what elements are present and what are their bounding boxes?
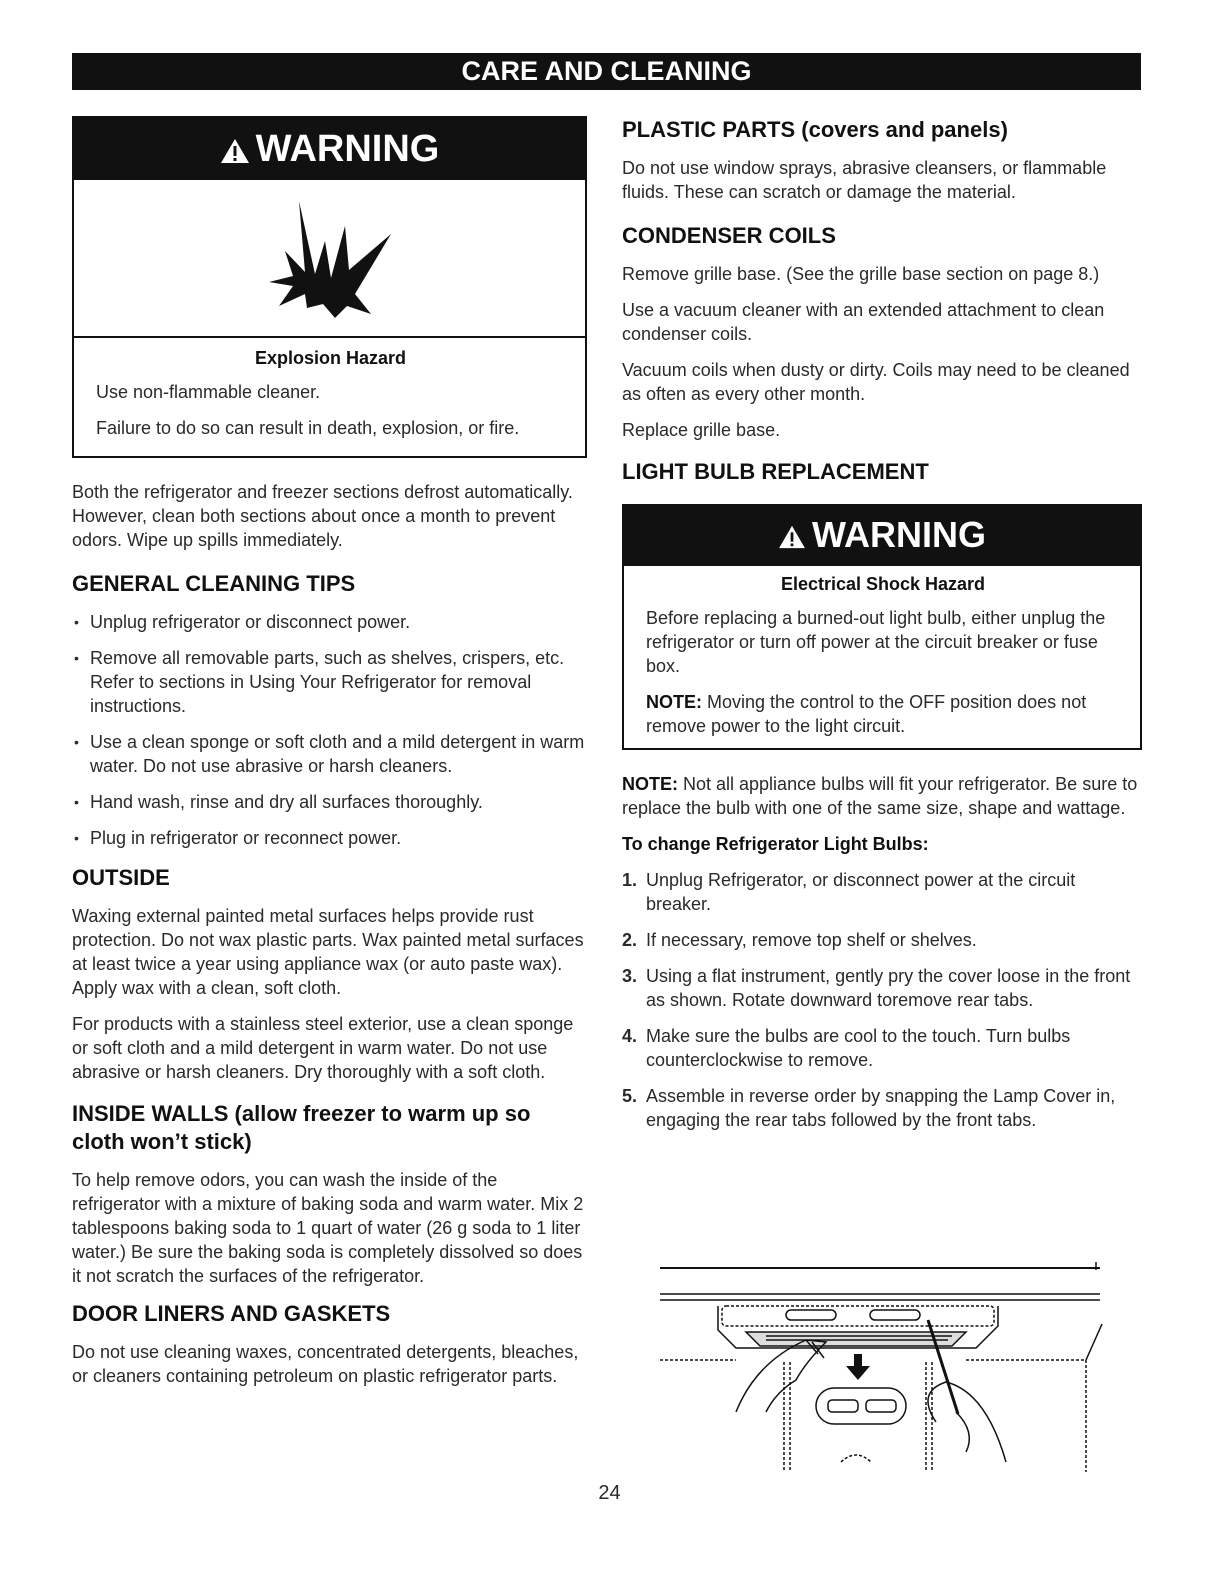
list-item: • Remove all removable parts, such as shelves, crispers, etc. Refer to sections in Using Your Refrigerator for removal instructions. bbox=[72, 646, 587, 718]
list-item: • Hand wash, rinse and dry all surfaces thoroughly. bbox=[72, 790, 587, 814]
step-number: 5. bbox=[622, 1086, 638, 1106]
page-number: 24 bbox=[598, 1482, 621, 1504]
inside-walls-paragraph: To help remove odors, you can wash the inside of the refrigerator with a mixture of baking soda and warm water. Mix 2 tablespoons baking soda to 1 quart of water (26 g soda to 1 liter water.) Be sure the baking soda is completely dissolved so does it not scratch the surfaces of the refrigerator. bbox=[72, 1170, 584, 1286]
explosion-icon-area bbox=[74, 180, 585, 338]
note-label: NOTE: bbox=[622, 774, 678, 794]
list-item: • Unplug refrigerator or disconnect power. bbox=[72, 610, 587, 634]
steps-subheading: To change Refrigerator Light Bulbs: bbox=[622, 834, 929, 854]
explosion-icon bbox=[259, 196, 399, 326]
light-cover-removal-illustration bbox=[656, 1262, 1106, 1474]
condenser-paragraph: Vacuum coils when dusty or dirty. Coils may need to be cleaned as often as every other month. bbox=[622, 360, 1130, 404]
note-text: Not all appliance bulbs will fit your refrigerator. Be sure to replace the bulb with one of the same size, shape and wattage. bbox=[622, 774, 1138, 818]
warning-triangle-icon bbox=[220, 138, 250, 164]
door-liners-paragraph: Do not use cleaning waxes, concentrated detergents, bleaches, or cleaners containing petroleum on plastic refrigerator parts. bbox=[72, 1342, 579, 1386]
plastic-parts-paragraph: Do not use window sprays, abrasive cleansers, or flammable fluids. These can scratch or damage the material. bbox=[622, 158, 1107, 202]
step-item bbox=[622, 868, 1142, 916]
plastic-parts-heading: PLASTIC PARTS (covers and panels) bbox=[622, 117, 1008, 142]
section-banner: CARE AND CLEANING bbox=[72, 53, 1141, 90]
shock-warning-body bbox=[622, 566, 1142, 750]
step-item bbox=[622, 1084, 1142, 1132]
note-label: NOTE: bbox=[646, 692, 702, 712]
explosion-warning-text bbox=[74, 338, 585, 456]
warning-title: WARNING bbox=[812, 514, 986, 555]
condenser-paragraph: Remove grille base. (See the grille base section on page 8.) bbox=[622, 264, 1100, 284]
note-text: Moving the control to the OFF position does not remove power to the light circuit. bbox=[646, 692, 1087, 736]
outside-paragraph: For products with a stainless steel exterior, use a clean sponge or soft cloth and a mild detergent in warm water. Do not use abrasive or harsh cleaners. Dry thoroughly with a soft cloth. bbox=[72, 1014, 574, 1082]
step-text: If necessary, remove top shelf or shelves. bbox=[646, 930, 977, 950]
step-text: Make sure the bulbs are cool to the touch. Turn bulbs counterclockwise to remove. bbox=[646, 1026, 1071, 1070]
steps-list bbox=[622, 868, 1142, 1132]
step-text: Using a flat instrument, gently pry the cover loose in the front as shown. Rotate downward toremove rear tabs. bbox=[646, 966, 1131, 1010]
step-item bbox=[622, 1024, 1142, 1072]
general-cleaning-heading: GENERAL CLEANING TIPS bbox=[72, 571, 356, 596]
step-number: 4. bbox=[622, 1026, 638, 1046]
condenser-paragraph: Replace grille base. bbox=[622, 420, 781, 440]
list-item: • Plug in refrigerator or reconnect power. bbox=[72, 826, 587, 850]
door-liners-heading: DOOR LINERS AND GASKETS bbox=[72, 1301, 391, 1326]
inside-walls-heading: INSIDE WALLS (allow freezer to warm up so cloth won’t stick) bbox=[72, 1101, 531, 1154]
general-cleaning-list bbox=[72, 610, 587, 850]
step-number: 2. bbox=[622, 930, 638, 950]
bulb-note bbox=[622, 772, 1142, 820]
outside-heading: OUTSIDE bbox=[72, 865, 170, 890]
step-text: Unplug Refrigerator, or disconnect power at the circuit breaker. bbox=[646, 870, 1076, 914]
warning-header bbox=[622, 504, 1142, 566]
list-item: • Use a clean sponge or soft cloth and a mild detergent in warm water. Do not use abrasive or harsh cleaners. bbox=[72, 730, 587, 778]
left-column bbox=[72, 116, 587, 1400]
warning-note bbox=[646, 690, 1120, 738]
outside-paragraph: Waxing external painted metal surfaces helps provide rust protection. Do not wax plastic parts. Wax painted metal surfaces at least twice a year using appliance wax (or auto paste wax). Apply wax with a clean, soft cloth. bbox=[72, 906, 584, 998]
warning-line: Use non-flammable cleaner. bbox=[96, 382, 321, 402]
shock-warning-box bbox=[622, 504, 1142, 750]
warning-triangle-icon bbox=[778, 525, 806, 549]
right-column bbox=[622, 116, 1142, 1144]
warning-header bbox=[74, 118, 585, 180]
light-bulb-heading: LIGHT BULB REPLACEMENT bbox=[622, 459, 929, 484]
explosion-warning-box bbox=[72, 116, 587, 458]
step-text: Assemble in reverse order by snapping the Lamp Cover in, engaging the rear tabs followed by the front tabs. bbox=[646, 1086, 1116, 1130]
warning-paragraph: Before replacing a burned-out light bulb, either unplug the refrigerator or turn off power at the circuit breaker or fuse box. bbox=[646, 608, 1106, 676]
condenser-coils-heading: CONDENSER COILS bbox=[622, 223, 836, 248]
step-item bbox=[622, 964, 1142, 1012]
warning-line: Failure to do so can result in death, explosion, or fire. bbox=[96, 418, 520, 438]
warning-title: WARNING bbox=[255, 128, 440, 170]
step-number: 3. bbox=[622, 966, 638, 986]
step-number: 1. bbox=[622, 870, 638, 890]
intro-paragraph: Both the refrigerator and freezer sections defrost automatically. However, clean both sections about once a month to prevent odors. Wipe up spills immediately. bbox=[72, 482, 573, 550]
condenser-paragraph: Use a vacuum cleaner with an extended attachment to clean condenser coils. bbox=[622, 300, 1105, 344]
hazard-title: Electrical Shock Hazard bbox=[780, 574, 986, 594]
hazard-title: Explosion Hazard bbox=[254, 348, 407, 368]
step-item bbox=[622, 928, 1142, 952]
